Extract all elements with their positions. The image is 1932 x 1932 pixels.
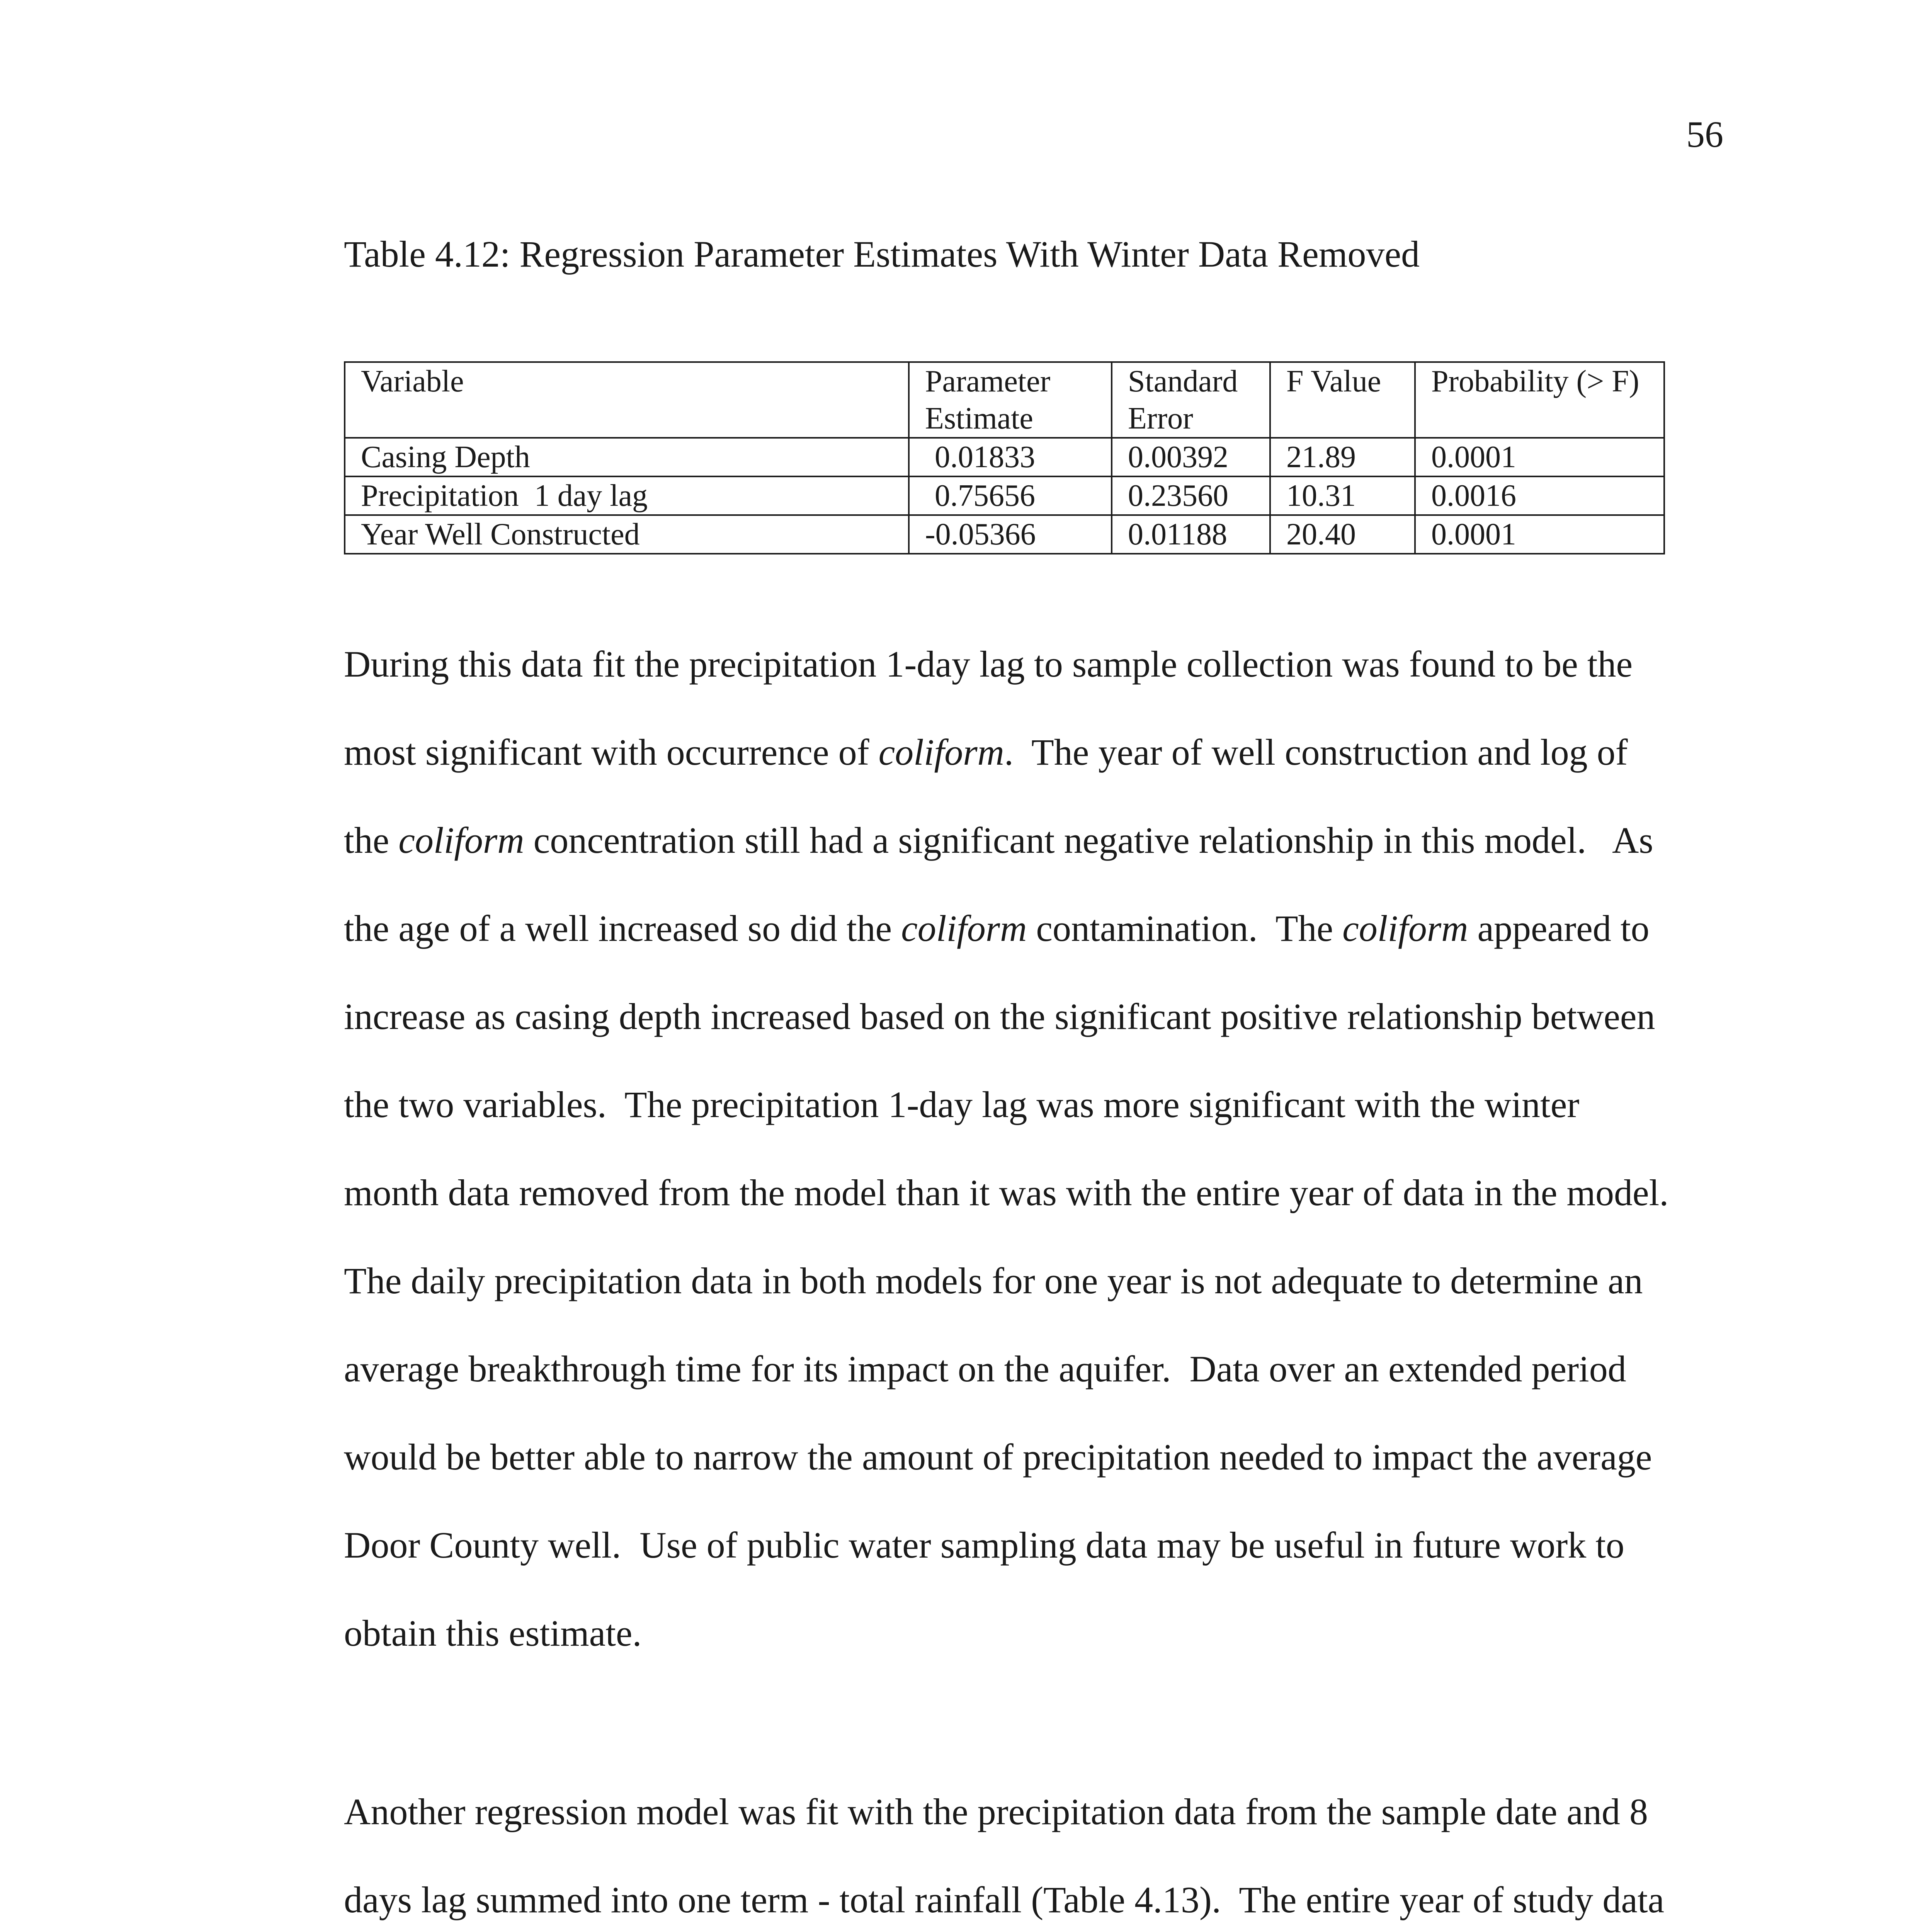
paragraph-line xyxy=(344,1237,1719,1325)
paragraph-line xyxy=(344,1501,1719,1589)
text-segment: days lag summed into one term - total rainfall (Table 4.13). The entire year of study data xyxy=(344,1879,1665,1920)
text-segment: the age of a well increased so did the xyxy=(344,908,901,949)
cell-parameter-estimate: 0.01833 xyxy=(909,438,1112,476)
cell-variable: Precipitation 1 day lag xyxy=(345,476,909,515)
cell-standard-error: 0.00392 xyxy=(1112,438,1270,476)
cell-probability: 0.0001 xyxy=(1415,438,1664,476)
header-variable: Variable xyxy=(345,362,909,438)
cell-f-value: 20.40 xyxy=(1270,515,1415,554)
text-segment: most significant with occurrence of xyxy=(344,731,879,773)
paragraph-line xyxy=(344,1413,1719,1501)
italic-term: coliform xyxy=(1342,908,1468,949)
header-f-value: F Value xyxy=(1270,362,1415,438)
text-segment: appeared to xyxy=(1468,908,1650,949)
body-paragraph-1 xyxy=(344,620,1719,1677)
cell-parameter-estimate: -0.05366 xyxy=(909,515,1112,554)
cell-f-value: 21.89 xyxy=(1270,438,1415,476)
text-segment: would be better able to narrow the amount of precipitation needed to impact the average xyxy=(344,1436,1652,1478)
header-probability: Probability (> F) xyxy=(1415,362,1664,438)
paragraph-line xyxy=(344,1768,1719,1856)
cell-probability: 0.0016 xyxy=(1415,476,1664,515)
paragraph-line xyxy=(344,620,1719,708)
cell-standard-error: 0.01188 xyxy=(1112,515,1270,554)
paragraph-line xyxy=(344,708,1719,796)
text-segment: the two variables. The precipitation 1-day lag was more significant with the winter xyxy=(344,1084,1580,1125)
table-row xyxy=(345,476,1664,515)
paragraph-line xyxy=(344,1325,1719,1413)
header-standard-error: Standard Error xyxy=(1112,362,1270,438)
paragraph-line xyxy=(344,1149,1719,1237)
text-segment: increase as casing depth increased based on the significant positive relationship between xyxy=(344,996,1655,1037)
header-parameter-estimate: Parameter Estimate xyxy=(909,362,1112,438)
text-segment: concentration still had a significant negative relationship in this model. As xyxy=(524,820,1653,861)
text-segment: month data removed from the model than it was with the entire year of data in the model. xyxy=(344,1172,1669,1213)
text-segment: average breakthrough time for its impact on the aquifer. Data over an extended period xyxy=(344,1348,1626,1389)
text-segment: Door County well. Use of public water sampling data may be useful in future work to xyxy=(344,1524,1624,1566)
text-segment: The daily precipitation data in both models for one year is not adequate to determine an xyxy=(344,1260,1643,1301)
paragraph-line xyxy=(344,884,1719,973)
table-row xyxy=(345,438,1664,476)
table-row xyxy=(345,515,1664,554)
paragraph-line xyxy=(344,1856,1719,1932)
cell-probability: 0.0001 xyxy=(1415,515,1664,554)
table-caption: Table 4.12: Regression Parameter Estimates With Winter Data Removed xyxy=(344,233,1420,275)
paragraph-line xyxy=(344,1589,1719,1677)
italic-term: coliform xyxy=(398,820,524,861)
paragraph-line xyxy=(344,796,1719,884)
paragraph-line xyxy=(344,1061,1719,1149)
cell-variable: Casing Depth xyxy=(345,438,909,476)
italic-term: coliform xyxy=(878,731,1004,773)
page-number: 56 xyxy=(1686,114,1723,155)
italic-term: coliform xyxy=(901,908,1027,949)
cell-standard-error: 0.23560 xyxy=(1112,476,1270,515)
table-header-row xyxy=(345,362,1664,438)
cell-f-value: 10.31 xyxy=(1270,476,1415,515)
text-segment: obtain this estimate. xyxy=(344,1612,642,1654)
text-segment: the xyxy=(344,820,399,861)
text-segment: During this data fit the precipitation 1-day lag to sample collection was found to be the xyxy=(344,643,1633,685)
text-segment: Another regression model was fit with the precipitation data from the sample date and 8 xyxy=(344,1791,1648,1832)
body-paragraph-2 xyxy=(344,1768,1719,1932)
paragraph-line xyxy=(344,973,1719,1061)
cell-variable: Year Well Constructed xyxy=(345,515,909,554)
text-segment: contamination. The xyxy=(1027,908,1343,949)
cell-parameter-estimate: 0.75656 xyxy=(909,476,1112,515)
text-segment: . The year of well construction and log of xyxy=(1004,731,1628,773)
regression-table xyxy=(344,361,1665,554)
